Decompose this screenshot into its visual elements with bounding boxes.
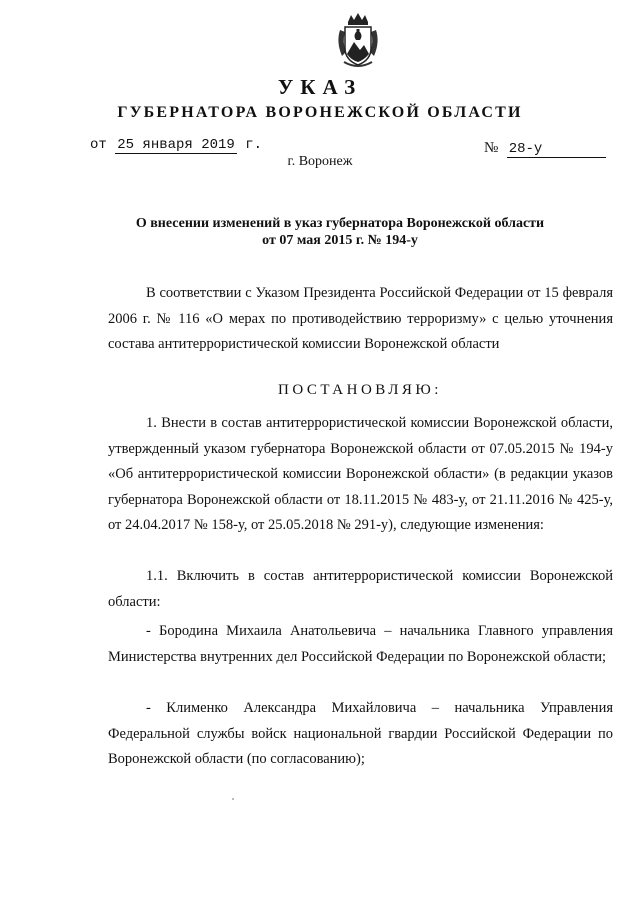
number-sign: № bbox=[484, 140, 499, 156]
intro-paragraph: В соответствии с Указом Президента Российской Федерации от 15 февраля 2006 г. № 116 «О мерах по противодействию терроризму» с целью уточнения состава антитеррористической комиссии Воронежской области bbox=[108, 285, 613, 352]
document-title: УКАЗ bbox=[277, 75, 363, 99]
subject-line-2: от 07 мая 2015 г. № 194-у bbox=[262, 233, 418, 248]
bullet-borodin: - Бородина Михаила Анатольевича – начальника Главного управления Министерства внутренних дел Российской Федерации по Воронежской области; bbox=[108, 623, 613, 665]
date-prefix: от bbox=[90, 137, 107, 153]
item-1-1-paragraph: 1.1. Включить в состав антитеррористической комиссии Воронежской области: bbox=[108, 568, 613, 610]
item-1-paragraph: 1. Внести в состав антитеррористической комиссии Воронежской области, утвержденный указом губернатора Воронежской области от 07.05.2015 № 194-у «Об антитеррористической комиссии Воронежской области» (в редакции указов губернатора Воронежской области от 18.11.2015 № 483-у, от 21.11.2016 № 425-у, от 24.04.2017 № 158-у, от 25.05.2018 № 291-у), следующие изменения: bbox=[108, 415, 613, 533]
decree-date bbox=[90, 137, 262, 154]
date-value: 25 января 2019 bbox=[117, 137, 235, 153]
decree-heading: ПОСТАНОВЛЯЮ: bbox=[278, 382, 442, 398]
date-suffix: г. bbox=[245, 137, 263, 153]
coat-of-arms-icon bbox=[334, 12, 382, 70]
city: г. Воронеж bbox=[287, 154, 353, 169]
bullet-klimenko: - Клименко Александра Михайловича – начальника Управления Федеральной службы войск национальной гвардии Российской Федерации по Воронежской области (по согласованию); bbox=[108, 700, 613, 767]
decree-subject bbox=[80, 215, 600, 249]
subject-line-1: О внесении изменений в указ губернатора Воронежской области bbox=[135, 216, 545, 231]
scan-speck bbox=[232, 798, 234, 800]
number-value: 28-у bbox=[507, 141, 606, 158]
document-subtitle: ГУБЕРНАТОРА ВОРОНЕЖСКОЙ ОБЛАСТИ bbox=[117, 104, 523, 121]
